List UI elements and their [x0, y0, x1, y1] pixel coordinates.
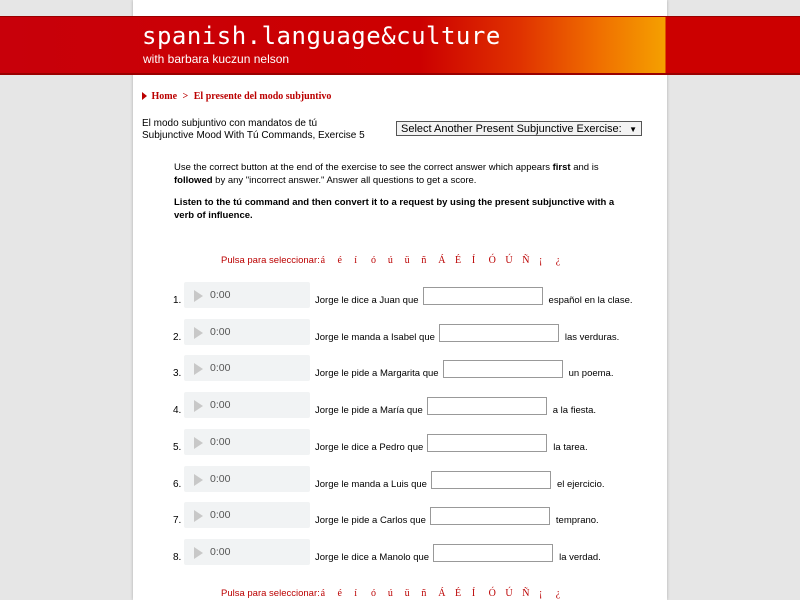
- question-prompt: Jorge le pide a Carlos que: [315, 515, 426, 526]
- accent-char-button[interactable]: ¿: [555, 255, 561, 266]
- accent-char-button[interactable]: Ó: [488, 255, 496, 266]
- accent-char-button[interactable]: ú: [387, 255, 393, 266]
- play-icon[interactable]: [194, 547, 203, 559]
- question-ending: a la fiesta.: [552, 405, 597, 416]
- accent-char-button[interactable]: é: [337, 588, 342, 599]
- accent-char-button[interactable]: í: [354, 588, 358, 599]
- accent-char-button[interactable]: Ñ: [522, 588, 530, 599]
- audio-time: 0:00: [210, 473, 231, 485]
- question-prompt: Jorge le pide a María que: [315, 405, 423, 416]
- answer-input[interactable]: [439, 324, 559, 342]
- question-number: 2.: [173, 332, 182, 343]
- instructions-first: first: [552, 162, 571, 173]
- instructions-text: and is: [570, 162, 599, 173]
- accent-char-button[interactable]: ¿: [555, 588, 561, 599]
- exercise-select-value: Select Another Present Subjunctive Exercise:: [401, 123, 622, 135]
- audio-time: 0:00: [210, 509, 231, 521]
- question-ending: temprano.: [555, 515, 599, 526]
- breadcrumb-current-link[interactable]: El presente del modo subjuntivo: [193, 91, 332, 102]
- breadcrumb-home-link[interactable]: Home: [151, 91, 178, 102]
- question-prompt: Jorge le dice a Juan que: [315, 295, 419, 306]
- question-prompt: Jorge le dice a Pedro que: [315, 442, 424, 453]
- accent-char-button[interactable]: ó: [371, 588, 377, 599]
- accent-char-button[interactable]: ú: [387, 588, 393, 599]
- instructions-followed: followed: [174, 175, 213, 186]
- exercise-title: [142, 118, 365, 142]
- audio-time: 0:00: [210, 399, 231, 411]
- question-number: 4.: [173, 405, 182, 416]
- accent-bar-label: Pulsa para seleccionar:: [221, 255, 320, 266]
- question-row: [0, 429, 800, 457]
- accent-char-button[interactable]: Ú: [505, 588, 513, 599]
- instructions-text: by any "incorrect answer." Answer all questions to get a score.: [212, 175, 477, 186]
- exercise-title-spanish: El modo subjuntivo con mandatos de tú: [142, 118, 318, 129]
- play-icon[interactable]: [194, 510, 203, 522]
- site-title[interactable]: spanish.language&culture: [142, 22, 501, 50]
- breadcrumb-separator: >: [182, 91, 189, 102]
- site-subtitle: with barbara kuczun nelson: [143, 52, 290, 66]
- play-icon[interactable]: [194, 437, 203, 449]
- question-row: [0, 502, 800, 530]
- question-ending: las verduras.: [564, 332, 620, 343]
- accent-char-button[interactable]: ü: [404, 588, 410, 599]
- question-row: [0, 282, 800, 310]
- play-icon[interactable]: [194, 327, 203, 339]
- audio-player[interactable]: [184, 466, 310, 492]
- accent-char-button[interactable]: ü: [404, 255, 410, 266]
- accent-char-button[interactable]: Á: [438, 255, 446, 266]
- accent-char-button[interactable]: Ú: [505, 255, 513, 266]
- answer-input[interactable]: [427, 397, 547, 415]
- question-row: [0, 355, 800, 383]
- audio-player[interactable]: [184, 355, 310, 381]
- accent-char-button[interactable]: Á: [438, 588, 446, 599]
- question-number: 6.: [173, 479, 182, 490]
- question-ending: el ejercicio.: [556, 479, 605, 490]
- breadcrumb-arrow-icon: [142, 92, 147, 100]
- accent-bar-top: [221, 255, 573, 267]
- accent-char-button[interactable]: é: [337, 255, 342, 266]
- accent-bar-label: Pulsa para seleccionar:: [221, 588, 320, 599]
- answer-input[interactable]: [433, 544, 553, 562]
- answer-input[interactable]: [423, 287, 543, 305]
- question-number: 7.: [173, 515, 182, 526]
- audio-player[interactable]: [184, 539, 310, 565]
- accent-chars-bottom: [321, 588, 573, 599]
- play-icon[interactable]: [194, 400, 203, 412]
- accent-char-button[interactable]: É: [455, 588, 462, 599]
- audio-time: 0:00: [210, 546, 231, 558]
- exercise-select-dropdown[interactable]: [396, 121, 642, 136]
- audio-time: 0:00: [210, 362, 231, 374]
- question-row: [0, 539, 800, 567]
- audio-player[interactable]: [184, 502, 310, 528]
- answer-input[interactable]: [427, 434, 547, 452]
- audio-time: 0:00: [210, 436, 231, 448]
- question-prompt: Jorge le pide a Margarita que: [315, 368, 439, 379]
- chevron-down-icon: ▼: [629, 125, 637, 134]
- question-ending: español en la clase.: [548, 295, 633, 306]
- accent-char-button[interactable]: É: [455, 255, 462, 266]
- accent-char-button[interactable]: Ñ: [522, 255, 530, 266]
- accent-char-button[interactable]: á: [320, 588, 326, 599]
- accent-char-button[interactable]: ¡: [539, 588, 543, 599]
- play-icon[interactable]: [194, 474, 203, 486]
- task-instructions: Listen to the tú command and then convert it to a request by using the present subjunctive with a verb of influence.: [174, 197, 615, 221]
- audio-player[interactable]: [184, 319, 310, 345]
- question-prompt: Jorge le manda a Isabel que: [315, 332, 435, 343]
- play-icon[interactable]: [194, 290, 203, 302]
- question-row: [0, 466, 800, 494]
- audio-player[interactable]: [184, 282, 310, 308]
- instructions-text: Use the correct button at the end of the exercise to see the correct answer which appears: [174, 162, 553, 173]
- answer-input[interactable]: [430, 507, 550, 525]
- question-ending: la tarea.: [553, 442, 588, 453]
- question-number: 5.: [173, 442, 182, 453]
- instructions-paragraph: [174, 161, 624, 187]
- accent-char-button[interactable]: Ó: [488, 588, 496, 599]
- question-prompt: Jorge le dice a Manolo que: [315, 552, 430, 563]
- accent-char-button[interactable]: ¡: [539, 255, 543, 266]
- audio-time: 0:00: [210, 289, 231, 301]
- question-number: 8.: [173, 552, 182, 563]
- accent-char-button[interactable]: ñ: [421, 588, 427, 599]
- audio-player[interactable]: [184, 429, 310, 455]
- audio-player[interactable]: [184, 392, 310, 418]
- question-prompt: Jorge le manda a Luis que: [315, 479, 427, 490]
- question-number: 1.: [173, 295, 182, 306]
- question-number: 3.: [173, 368, 182, 379]
- answer-input[interactable]: [431, 471, 551, 489]
- accent-char-button[interactable]: ñ: [421, 255, 427, 266]
- question-row: [0, 319, 800, 347]
- answer-input[interactable]: [443, 360, 563, 378]
- accent-bar-bottom: [221, 588, 573, 600]
- breadcrumb: [142, 91, 331, 102]
- accent-char-button[interactable]: ó: [371, 255, 377, 266]
- accent-char-button[interactable]: í: [354, 255, 358, 266]
- play-icon[interactable]: [194, 363, 203, 375]
- accent-char-button[interactable]: Í: [471, 255, 476, 266]
- exercise-title-english: Subjunctive Mood With Tú Commands, Exercise 5: [142, 130, 365, 141]
- question-ending: un poema.: [568, 368, 614, 379]
- accent-char-button[interactable]: á: [320, 255, 326, 266]
- audio-time: 0:00: [210, 326, 231, 338]
- question-row: [0, 392, 800, 420]
- accent-chars-top: [321, 255, 573, 266]
- accent-char-button[interactable]: Í: [471, 588, 476, 599]
- question-ending: la verdad.: [559, 552, 601, 563]
